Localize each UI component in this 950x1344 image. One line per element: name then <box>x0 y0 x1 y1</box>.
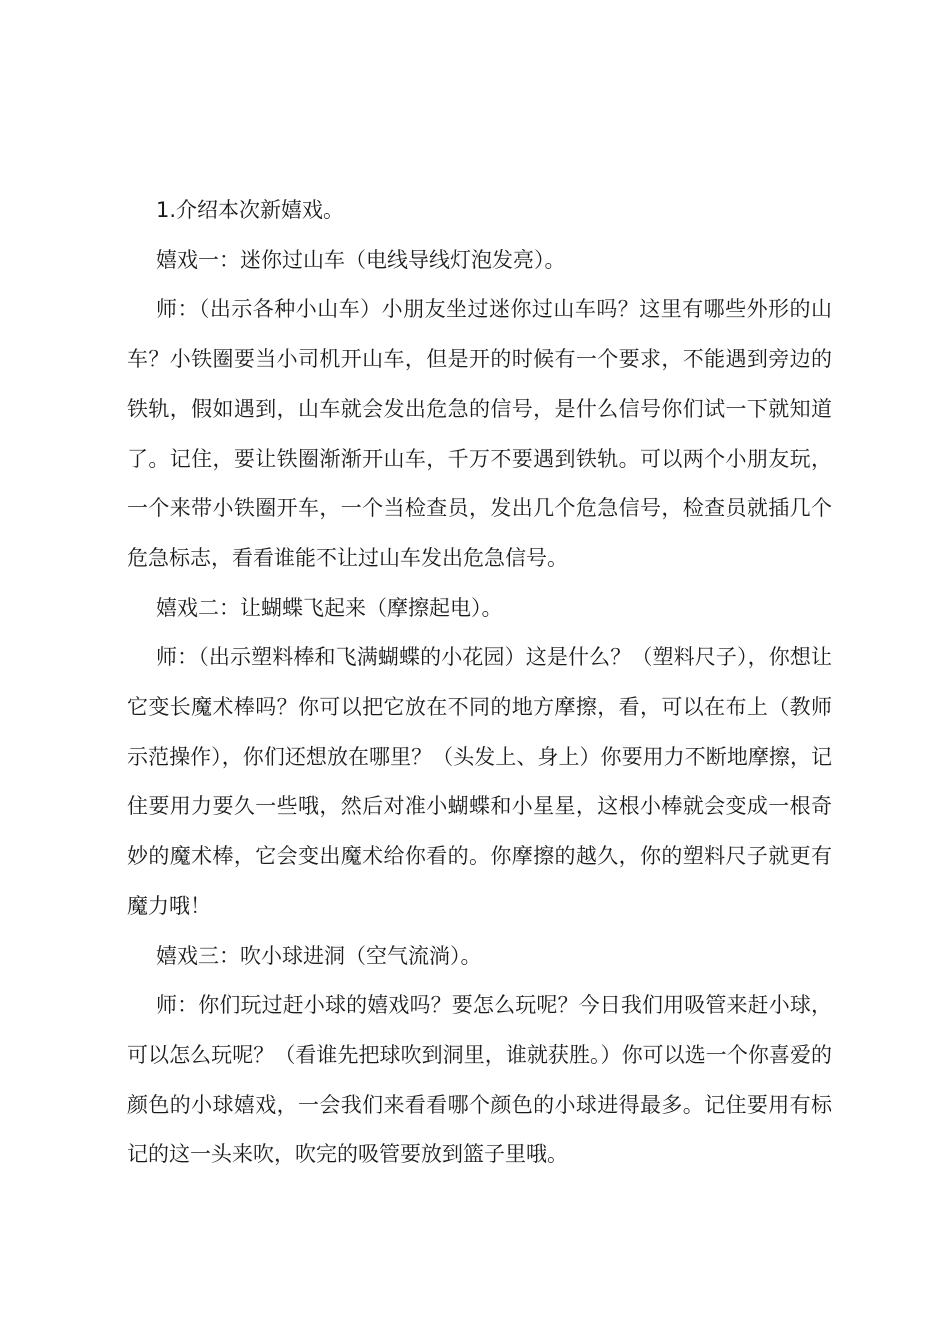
game-three-description: 师：你们玩过赶小球的嬉戏吗？要怎么玩呢？今日我们用吸管来赶小球，可以怎么玩呢？（看谁先把球吹到洞里，谁就获胜。）你可以选一个你喜爱的颜色的小球嬉戏，一会我们来看看哪个颜色的小球进得最多。记住要用有标记的这一头来吹，吹完的吸管要放到篮子里哦。 <box>127 993 832 1167</box>
game-two-title: 嬉戏二：让蝴蝶飞起来（摩擦起电）。 <box>156 595 503 620</box>
game-one-description: 师：（出示各种小山车）小朋友坐过迷你过山车吗？这里有哪些外形的山车？小铁圈要当小司机开山车，但是开的时候有一个要求，不能遇到旁边的铁轨，假如遇到，山车就会发出危急的信号，是什么信号你们试一下就知道了。记住，要让铁圈渐渐开山车，千万不要遇到铁轨。可以两个小朋友玩，一个来带小铁圈开车，一个当检查员，发出几个危急信号，检查员就插几个危急标志，看看谁能不让过山车发出危急信号。 <box>127 297 832 570</box>
game-one-title: 嬉戏一：迷你过山车（电线导线灯泡发亮）。 <box>156 247 566 272</box>
document-body <box>127 186 832 1180</box>
section-heading: 1.介绍本次新嬉戏。 <box>156 198 345 222</box>
game-two-description: 师：（出示塑料棒和飞满蝴蝶的小花园）这是什么？（塑料尺子），你想让它变长魔术棒吗？你可以把它放在不同的地方摩擦，看，可以在布上（教师示范操作），你们还想放在哪里？（头发上、身上）你要用力不断地摩擦，记住要用力要久一些哦，然后对准小蝴蝶和小星星，这根小棒就会变成一根奇妙的魔术棒，它会变出魔术给你看的。你摩擦的越久，你的塑料尺子就更有魔力哦！ <box>127 645 832 918</box>
game-three-title: 嬉戏三：吹小球进洞（空气流淌）。 <box>156 943 482 968</box>
